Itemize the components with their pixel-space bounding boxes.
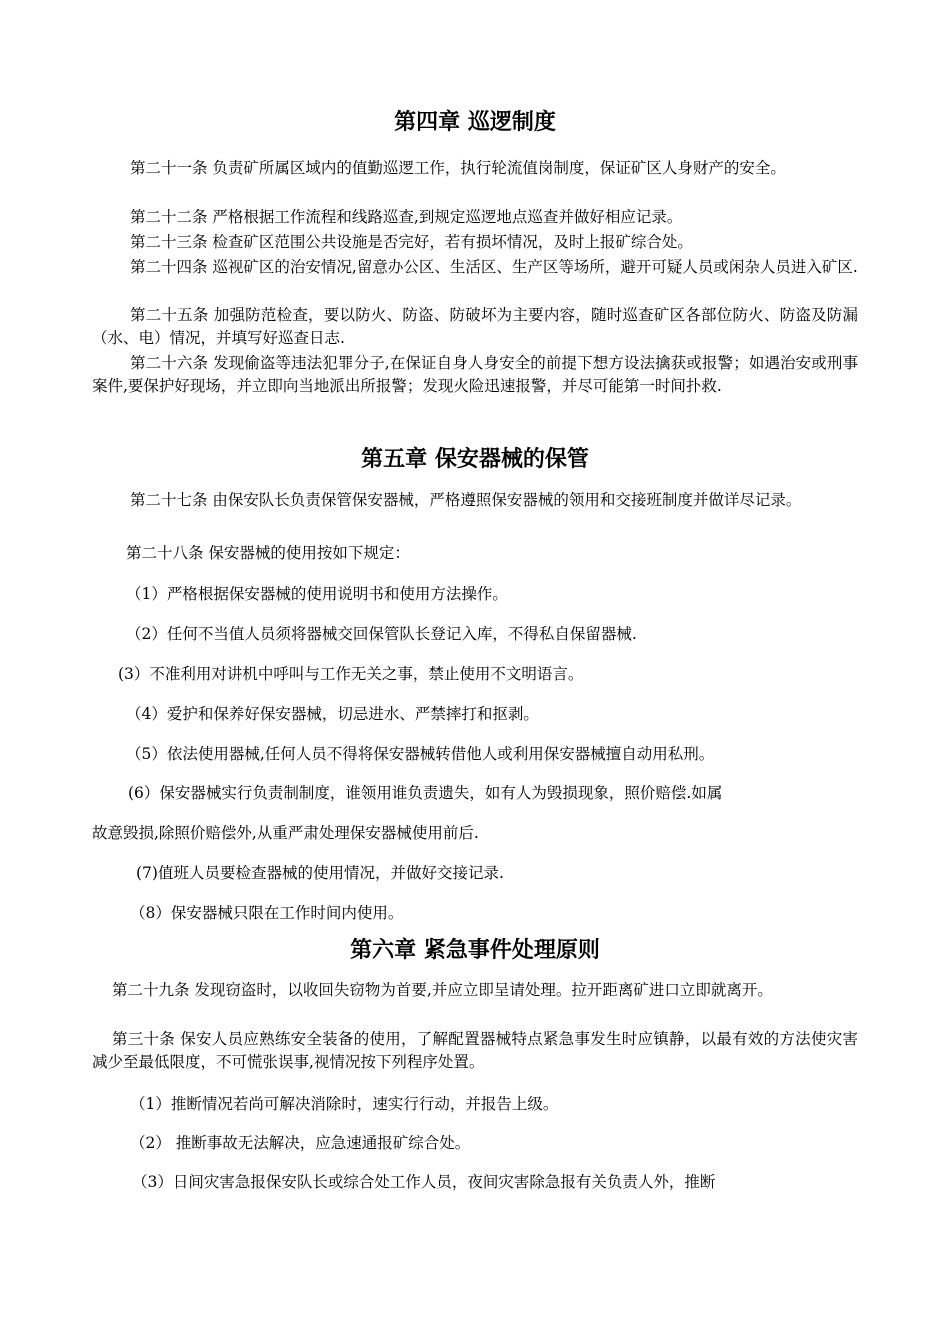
rule-item-6: (6）保安器械实行负责制制度，谁领用谁负责遗失，如有人为毁损现象，照价赔偿.如属 xyxy=(128,784,723,802)
rule-item-7: (7)值班人员要检查器械的使用情况，并做好交接记录. xyxy=(136,864,504,882)
procedure-item-3: （3）日间灾害急报保安队长或综合处工作人员，夜间灾害除急报有关负责人外，推断 xyxy=(132,1173,716,1191)
rule-item-6-continued: 故意毁损,除照价赔偿外,从重严肃处理保安器械使用前后. xyxy=(92,824,479,842)
chapter-4-title: 第四章 巡逻制度 xyxy=(394,110,556,135)
chapter-6-title: 第六章 紧急事件处理原则 xyxy=(350,938,600,963)
rule-item-3: (3）不准利用对讲机中呼叫与工作无关之事，禁止使用不文明语言。 xyxy=(118,665,584,683)
procedure-item-1: （1）推断情况若尚可解决消除时，速实行行动，并报告上级。 xyxy=(130,1095,559,1113)
rule-item-4: （4）爱护和保养好保安器械，切忌进水、严禁摔打和抠剥。 xyxy=(126,705,539,723)
article-23: 第二十三条 检查矿区范围公共设施是否完好，若有损坏情况，及时上报矿综合处。 xyxy=(130,233,693,251)
article-27: 第二十七条 由保安队长负责保管保安器械，严格遵照保安器械的领用和交接班制度并做详尽记录。 xyxy=(130,491,802,509)
rule-item-2: （2）任何不当值人员须将器械交回保管队长登记入库，不得私自保留器械. xyxy=(126,625,637,643)
rule-item-8: （8）保安器械只限在工作时间内使用。 xyxy=(130,904,404,922)
article-28: 第二十八条 保安器械的使用按如下规定： xyxy=(126,544,410,562)
article-25: 第二十五条 加强防范检查，要以防火、防盗、防破坏为主要内容，随时巡查矿区各部位防火、防盗及防漏（水、电）情况，并填写好巡查日志. xyxy=(92,306,858,347)
article-30: 第三十条 保安人员应熟练安全装备的使用，了解配置器械特点紧急事发生时应镇静，以最有效的方法使灾害减少至最低限度，不可慌张误事,视情况按下列程序处置。 xyxy=(92,1030,858,1071)
article-21: 第二十一条 负责矿所属区域内的值勤巡逻工作，执行轮流值岗制度，保证矿区人身财产的安全。 xyxy=(130,159,786,177)
rule-item-1: （1）严格根据保安器械的使用说明书和使用方法操作。 xyxy=(126,585,508,603)
rule-item-5: （5）依法使用器械,任何人员不得将保安器械转借他人或利用保安器械擅自动用私刑。 xyxy=(126,745,715,763)
chapter-5-title: 第五章 保安器械的保管 xyxy=(361,447,589,472)
article-22: 第二十二条 严格根据工作流程和线路巡查,到规定巡逻地点巡查并做好相应记录。 xyxy=(130,208,683,226)
procedure-item-2: （2） 推断事故无法解决，应急速通报矿综合处。 xyxy=(130,1134,471,1152)
article-24: 第二十四条 巡视矿区的治安情况,留意办公区、生活区、生产区等场所，避开可疑人员或闲杂人员进入矿区. xyxy=(130,258,858,276)
article-26: 第二十六条 发现偷盗等违法犯罪分子,在保证自身人身安全的前提下想方设法擒获或报警；如遇治安或刑事案件,要保护好现场，并立即向当地派出所报警；发现火险迅速报警，并尽可能第一时间扑救. xyxy=(92,354,858,395)
article-29: 第二十九条 发现窃盗时，以收回失窃物为首要,并应立即呈请处理。拉开距离矿进口立即就离开。 xyxy=(112,981,773,999)
